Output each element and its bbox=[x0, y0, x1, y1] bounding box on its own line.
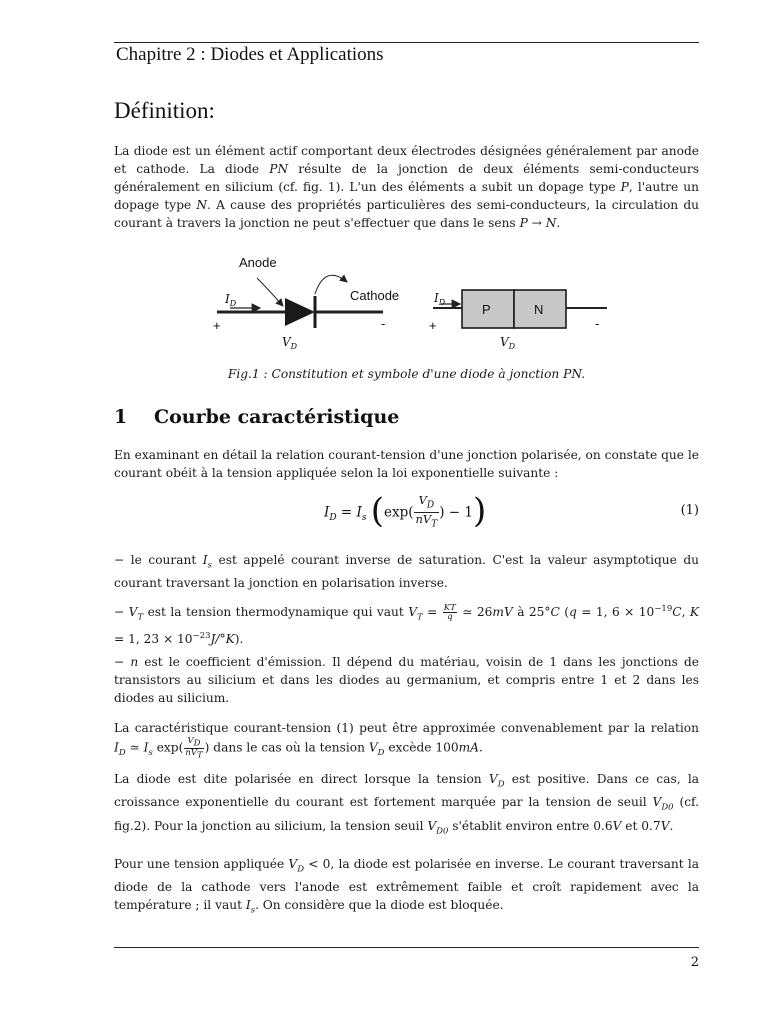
current-label-right: $I_D$ bbox=[434, 291, 446, 307]
forward-bias-paragraph: La diode est dite polarisée en direct lorsque la tension $V_D$ est positive. Dans ce cas, la croissance exponentielle du courant est fortement marquée par la tension de seuil $V_{D0}$ (cf. fig.2). Pour la jonction au silicium, la tension seuil $V_{D0}$ s'établit environ entre 0.6V et 0.7V. bbox=[114, 772, 699, 837]
reverse-bias-paragraph: Pour une tension appliquée $V_D < 0$, la diode est polarisée en inverse. Le courant traversant la diode de la cathode vers l'anode est extrêmement faible et croît rapidement avec la température ; il vaut $I_s$. On considère que la diode est bloquée. bbox=[114, 857, 699, 916]
section-number: 1 bbox=[114, 406, 128, 428]
diode-figure bbox=[205, 248, 615, 360]
cathode-pointer bbox=[315, 275, 347, 294]
diode-triangle bbox=[285, 298, 315, 326]
definition-paragraph: La diode est un élément actif comportant deux électrodes désignées généralement par anode et cathode. La diode PN résulte de la jonction de deux éléments semi-conducteurs généralement en silicium (cf. fig. 1). L'un des éléments a subit un dopage type P, l'autre un dopage type N. A cause des propriétés particulières des semi-conducteurs, la circulation du courant à travers la jonction ne peut s'effectuer que dans le sens P → N. bbox=[114, 144, 700, 230]
equation-body: $I_D = I_s$ (exp( $\frac{V_D}{nV_T}$ ) − 1) bbox=[324, 490, 487, 531]
anode-label: Anode bbox=[239, 255, 277, 270]
plus-left: + bbox=[213, 318, 221, 333]
header-rule bbox=[114, 42, 699, 43]
section-title: Courbe caractéristique bbox=[154, 406, 400, 428]
bullet-thermal-voltage: − $V_T$ est la tension thermodynamique qui vaut $V_T$ = $\frac{KT}{q}$ ≃ 26mV à 25°C (q = 1, $6 \times 10^{-19}C$, K = 1, $23 \times 10^{-23}J/^\circ K$). bbox=[114, 603, 700, 646]
current-label-left: $I_D$ bbox=[225, 292, 237, 308]
diode-diagram-svg bbox=[205, 248, 615, 360]
running-title: Chapitre 2 : Diodes et Applications bbox=[116, 44, 384, 65]
equation-1 bbox=[114, 490, 699, 534]
bullet-saturation-current: − le courant $I_s$ est appelé courant inverse de saturation. C'est la valeur asymptotique du courant traversant la jonction en polarisation inverse. bbox=[114, 553, 700, 591]
minus-right: - bbox=[595, 316, 600, 331]
plus-right: + bbox=[429, 318, 437, 333]
p-label: P bbox=[482, 302, 491, 317]
intro-paragraph: En examinant en détail la relation courant-tension d'une jonction polarisée, on constate que le courant obéit à la tension appliquée selon la loi exponentielle suivante : bbox=[114, 448, 699, 480]
page-number: 2 bbox=[690, 955, 699, 970]
voltage-label-right: $V_D$ bbox=[500, 335, 516, 351]
footer-rule bbox=[114, 947, 699, 948]
n-label: N bbox=[534, 302, 544, 317]
voltage-label-left: $V_D$ bbox=[282, 335, 298, 351]
minus-left: - bbox=[381, 316, 386, 331]
anode-pointer bbox=[257, 278, 283, 306]
equation-number: (1) bbox=[680, 503, 699, 518]
definition-heading: Définition: bbox=[114, 98, 215, 123]
figure-caption: Fig.1 : Constitution et symbole d'une diode à jonction PN. bbox=[227, 367, 586, 381]
cathode-label: Cathode bbox=[350, 288, 400, 303]
bullet-emission-coefficient: − n est le coefficient d'émission. Il dépend du matériau, voisin de 1 dans les jonctions de transistors au silicium et dans les diodes au germanium, et compris entre 1 et 2 dans les diodes au silicium. bbox=[114, 655, 699, 705]
approximation-paragraph: La caractéristique courant-tension (1) peut être approximée convenablement par la relation $I_D$ ≃ $I_s$ exp( $\frac{V_D}{nV_T}$ ) dans le cas où la tension $V_D$ excède 100mA. bbox=[114, 721, 699, 761]
section-heading bbox=[114, 406, 399, 428]
